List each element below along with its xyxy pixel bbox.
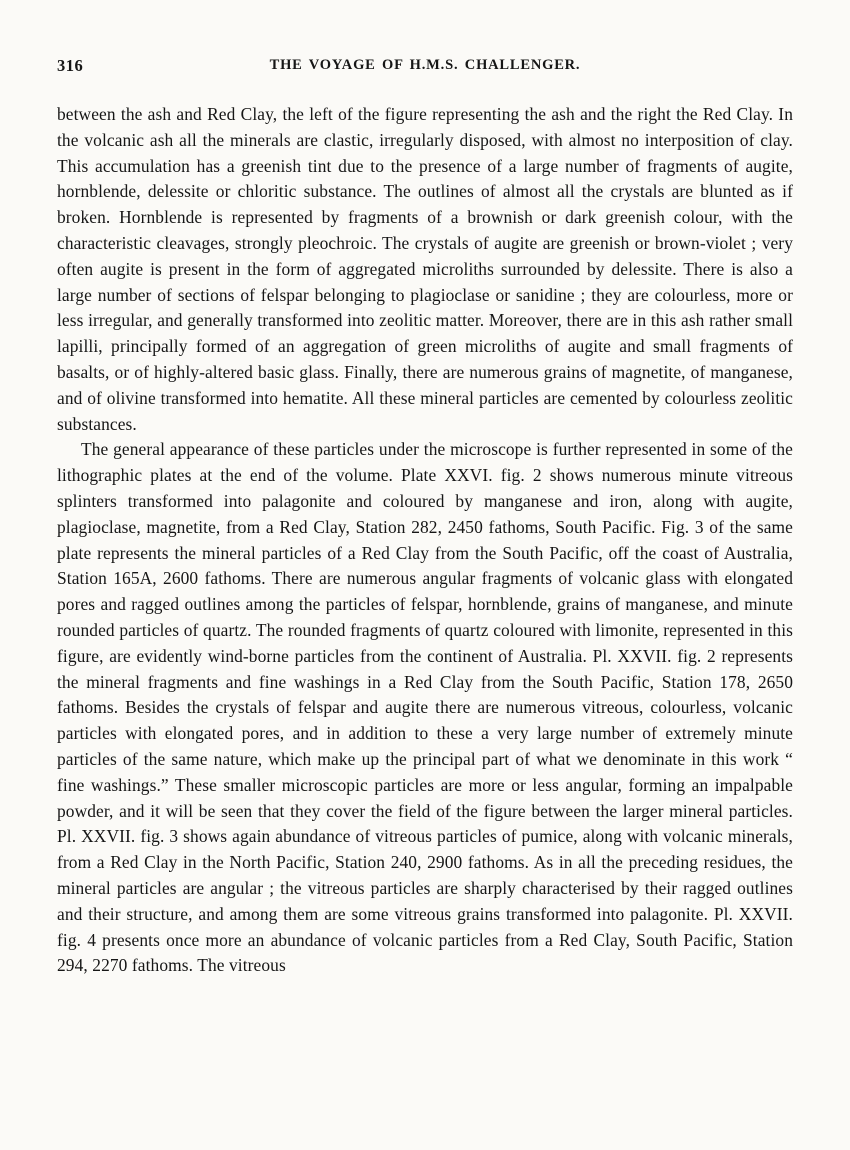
page-number: 316: [57, 56, 84, 75]
body-paragraph-2: The general appearance of these particles under the microscope is further represented in some of the lithographic plates at the end of the volume. Plate XXVI. fig. 2 shows numerous minute vitreous splinters transformed into palagonite and coloured by manganese and iron, along with augite, plagioclase, magnetite, from a Red Clay, Station 282, 2450 fathoms, South Pacific. Fig. 3 of the same plate represents the mineral particles of a Red Clay from the South Pacific, off the coast of Australia, Station 165A, 2600 fathoms. There are numerous angular fragments of volcanic glass with elongated pores and ragged outlines among the particles of felspar, hornblende, grains of manganese, and minute rounded particles of quartz. The rounded fragments of quartz coloured with limonite, represented in this figure, are evidently wind-borne particles from the continent of Australia. Pl. XXVII. fig. 2 represents the mineral fragments and fine washings in a Red Clay from the South Pacific, Station 178, 2650 fathoms. Besides the crystals of felspar and augite there are numerous vitreous, colourless, volcanic particles with elongated pores, and in addition to these a very large number of extremely minute particles of the same nature, which make up the principal part of what we denominate in this work “ fine washings.” These smaller microscopic particles are more or less angular, forming an impalpable powder, and it will be seen that they cover the field of the figure between the larger mineral particles. Pl. XXVII. fig. 3 shows again abundance of vitreous particles of pumice, along with volcanic minerals, from a Red Clay in the North Pacific, Station 240, 2900 fathoms. As in all the preceding residues, the mineral particles are angular ; the vitreous particles are sharply characterised by their ragged outlines and their structure, and among them are some vitreous grains transformed into palagonite. Pl. XXVII. fig. 4 presents once more an abundance of volcanic particles from a Red Clay, South Pacific, Station 294, 2270 fathoms. The vitreous: [57, 439, 793, 976]
page-body: [57, 102, 793, 979]
running-header: THE VOYAGE OF H.M.S. CHALLENGER.: [269, 57, 581, 73]
body-paragraph-1: between the ash and Red Clay, the left of the figure representing the ash and the right the Red Clay. In the volcanic ash all the minerals are clastic, irregularly disposed, with almost no interposition of clay. This accumulation has a greenish tint due to the presence of a large number of fragments of augite, hornblende, delessite or chloritic substance. The outlines of almost all the crystals are blunted as if broken. Hornblende is represented by fragments of a brownish or dark greenish colour, with the characteristic cleavages, strongly pleochroic. The crystals of augite are greenish or brown-violet ; very often augite is present in the form of aggregated microliths surrounded by delessite. There is also a large number of sections of felspar belonging to plagioclase or sanidine ; they are colourless, more or less irregular, and generally transformed into zeolitic matter. Moreover, there are in this ash rather small lapilli, principally formed of an aggregation of green microliths of augite and small fragments of basalts, or of highly-altered basic glass. Finally, there are numerous grains of magnetite, of manganese, and of olivine transformed into hematite. All these mineral particles are cemented by colourless zeolitic substances.: [57, 104, 793, 434]
page-header: [57, 56, 793, 78]
